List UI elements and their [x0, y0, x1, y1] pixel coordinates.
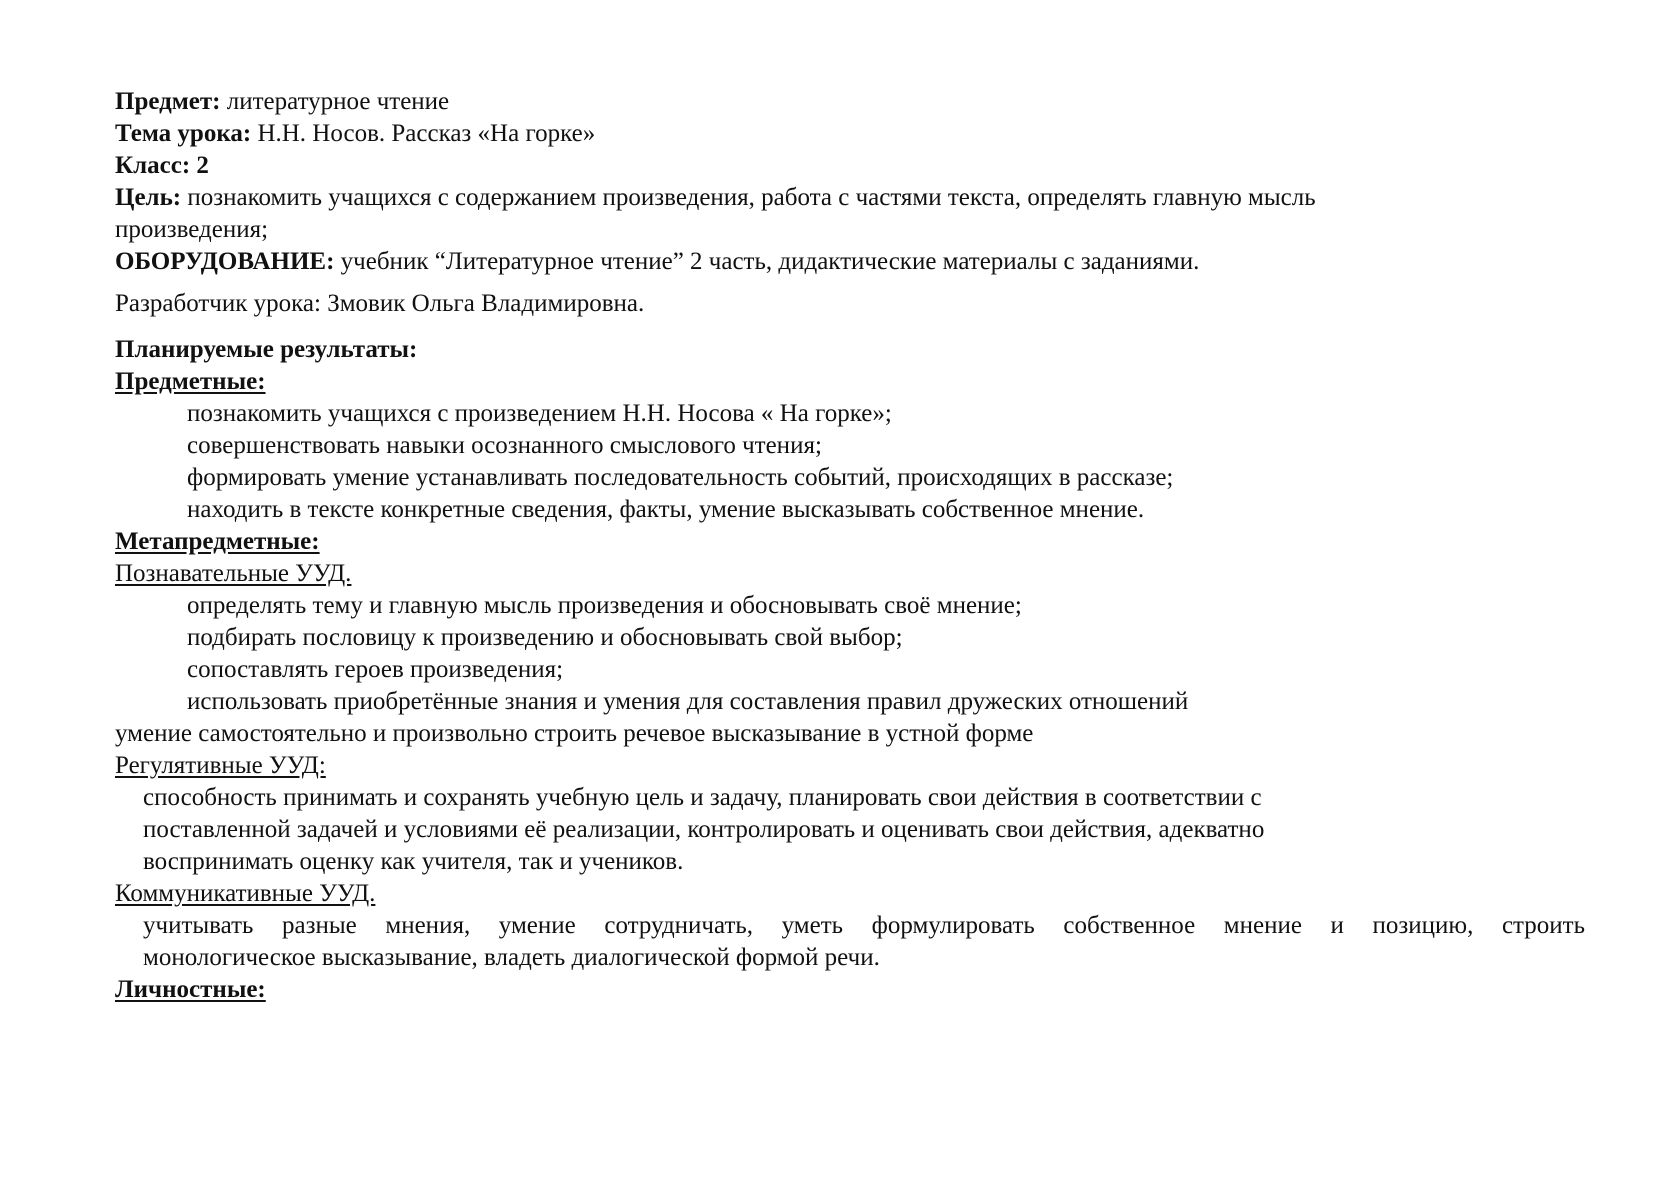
meta-results-title: Метапредметные:: [115, 528, 320, 555]
cognitive-uud-item: сопоставлять героев произведения;: [187, 656, 564, 683]
equipment-label: ОБОРУДОВАНИЕ:: [115, 248, 335, 275]
regulatory-uud-line: способность принимать и сохранять учебную цель и задачу, планировать свои действия в соответствии с: [143, 784, 1262, 811]
cognitive-uud-item: использовать приобретённые знания и умения для составления правил дружеских отношений: [187, 688, 1189, 715]
lesson-plan-content: [115, 86, 1585, 1006]
subject-results-title: Предметные:: [115, 368, 266, 395]
topic-label: Тема урока:: [115, 120, 252, 147]
subject-line: [115, 86, 1585, 118]
goal-label: Цель:: [115, 184, 182, 211]
communicative-uud-line-2: монологическое высказывание, владеть диалогической формой речи.: [143, 944, 880, 971]
goal-value-1: познакомить учащихся с содержанием произведения, работа с частями текста, определять главную мысль: [187, 184, 1316, 211]
subject-label: Предмет:: [115, 88, 221, 115]
subject-value: литературное чтение: [226, 88, 450, 115]
regulatory-uud-line: воспринимать оценку как учителя, так и учеников.: [143, 848, 684, 875]
developer-line: Разработчик урока: Змовик Ольга Владимировна.: [115, 290, 645, 317]
goal-line-1: [115, 182, 1585, 214]
topic-line: [115, 118, 1585, 150]
class-line: Класс: 2: [115, 152, 209, 179]
subject-result-item: находить в тексте конкретные сведения, факты, умение высказывать собственное мнение.: [187, 496, 1145, 523]
communicative-uud-line-1: учитывать разные мнения, умение сотрудничать, уметь формулировать собственное мнение и позицию, строить: [143, 912, 1585, 939]
regulatory-uud-line: поставленной задачей и условиями её реализации, контролировать и оценивать свои действия, адекватно: [143, 816, 1265, 843]
equipment-line: [115, 246, 1585, 278]
subject-result-item: формировать умение устанавливать последовательность событий, происходящих в рассказе;: [187, 464, 1174, 491]
planned-results-title: Планируемые результаты:: [115, 336, 418, 363]
regulatory-uud-text: [115, 782, 1585, 878]
equipment-value: учебник “Литературное чтение” 2 часть, дидактические материалы с заданиями.: [340, 248, 1200, 275]
regulatory-uud-title: Регулятивные УУД:: [115, 752, 326, 779]
cognitive-uud-title: Познавательные УУД.: [115, 560, 352, 587]
topic-value: Н.Н. Носов. Рассказ «На горке»: [257, 120, 596, 147]
cognitive-uud-item: определять тему и главную мысль произведения и обосновывать своё мнение;: [187, 592, 1022, 619]
personal-results-title: Личностные:: [115, 976, 266, 1003]
communicative-uud-title: Коммуникативные УУД.: [115, 880, 376, 907]
subject-results-list: [115, 398, 1585, 526]
cognitive-uud-list: [115, 590, 1585, 718]
subject-result-item: познакомить учащихся с произведением Н.Н. Носова « На горке»;: [187, 400, 892, 427]
cognitive-uud-item: подбирать пословицу к произведению и обосновывать свой выбор;: [187, 624, 903, 651]
cognitive-uud-extra: умение самостоятельно и произвольно строить речевое высказывание в устной форме: [115, 720, 1034, 747]
subject-result-item: совершенствовать навыки осознанного смыслового чтения;: [187, 432, 822, 459]
goal-line-2: произведения;: [115, 216, 269, 243]
